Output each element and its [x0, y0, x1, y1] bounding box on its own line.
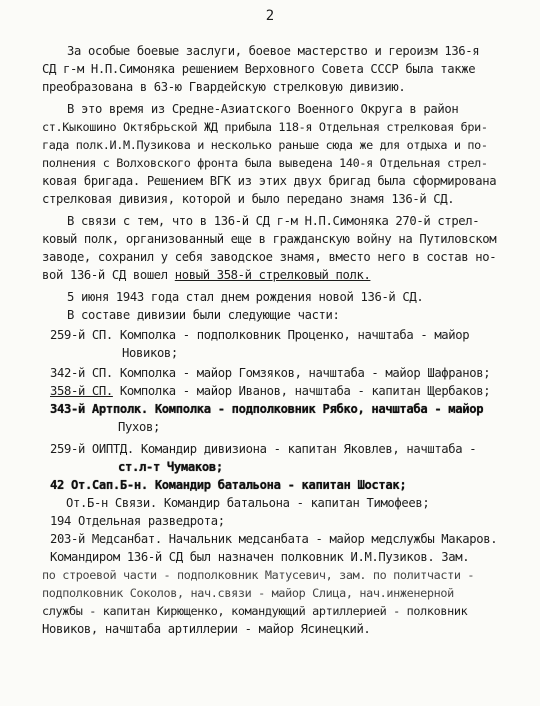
unit-name-underlined: 358-й СП. [50, 384, 113, 398]
unit-line: 343-й Артполк. Комполка - подполковник Рябко, начштаба - майор [50, 402, 484, 416]
text-line: преобразована в 63-ю Гвардейскую стрелковую дивизию. [42, 80, 406, 94]
text-line: В связи с тем, что в 136-й СД г-м Н.П.Симоняка 270-й стрел- [67, 214, 480, 228]
unit-line [50, 383, 490, 399]
text-line: гада полк.И.М.Пузикова и несколько раньше сюда же для отдыха и по- [42, 138, 488, 152]
text-line: службы - капитан Кирющенко, командующий артиллерией - полковник [42, 604, 468, 618]
underlined-regiment: новый 358-й стрелковый полк. [174, 268, 371, 282]
unit-line: 259-й СП. Комполка - подполковник Проценко, начштаба - майор [50, 328, 470, 342]
text-line: полнения с Волховского фронта была выведена 140-я Отдельная стрел- [42, 156, 488, 170]
text-line: Командиром 136-й СД был назначен полковник И.М.Пузиков. Зам. [50, 550, 470, 564]
unit-line-cont: Новиков; [122, 346, 178, 360]
text-segment: вой 136-й СД вошел [42, 268, 168, 282]
text-line: стрелковая дивизия, которой и было передано знамя 136-й СД. [42, 192, 455, 206]
text-line: заводе, сохранил у себя заводское знамя, вместо него в состав но- [42, 250, 497, 264]
text-line [42, 267, 370, 283]
text-line: За особые боевые заслуги, боевое мастерство и героизм 136-я [67, 44, 480, 58]
unit-line: 342-й СП. Комполка - майор Гомзяков, начштаба - майор Шафранов; [50, 366, 491, 380]
text-line: В это время из Средне-Азиатского Военного Округа в район [67, 102, 459, 116]
unit-line: От.Б-н Связи. Командир батальона - капитан Тимофеев; [66, 496, 430, 510]
text-line: ковая бригада. Решением ВГК из этих двух бригад была сформирована [42, 174, 497, 188]
unit-line-cont: Пухов; [118, 420, 160, 434]
page-number: 2 [265, 8, 275, 24]
unit-line: 203-й Медсанбат. Начальник медсанбата - майор медслужбы Макаров. [50, 532, 498, 546]
text-line: подполковник Соколов, нач.связи - майор Слица, нач.инженерной [42, 586, 454, 600]
text-line: по строевой части - подполковник Матусевич, зам. по политчасти - [42, 568, 475, 582]
text-line: ст.Кыкошино Октябрьской ЖД прибыла 118-я Отдельная стрелковая бри- [42, 120, 488, 134]
text-line: Новиков, начштаба артиллерии - майор Ясинецкий. [42, 622, 371, 636]
unit-line: 259-й ОИПТД. Командир дивизиона - капитан Яковлев, начштаба - [50, 442, 477, 456]
text-line: В составе дивизии были следующие части: [67, 308, 340, 322]
unit-line-cont: ст.л-т Чумаков; [118, 460, 223, 474]
unit-line: 194 Отдельная разведрота; [50, 514, 225, 528]
text-segment: Комполка - майор Иванов, начштаба - капитан Щербаков; [119, 384, 491, 398]
unit-line: 42 От.Сап.Б-н. Командир батальона - капитан Шостак; [50, 478, 407, 492]
text-line: СД г-м Н.П.Симоняка решением Верховного Совета СССР была также [42, 62, 476, 76]
text-line: ковый полк, организованный еще в гражданскую войну на Путиловском [42, 232, 497, 246]
text-line: 5 июня 1943 года стал днем рождения новой 136-й СД. [67, 290, 424, 304]
